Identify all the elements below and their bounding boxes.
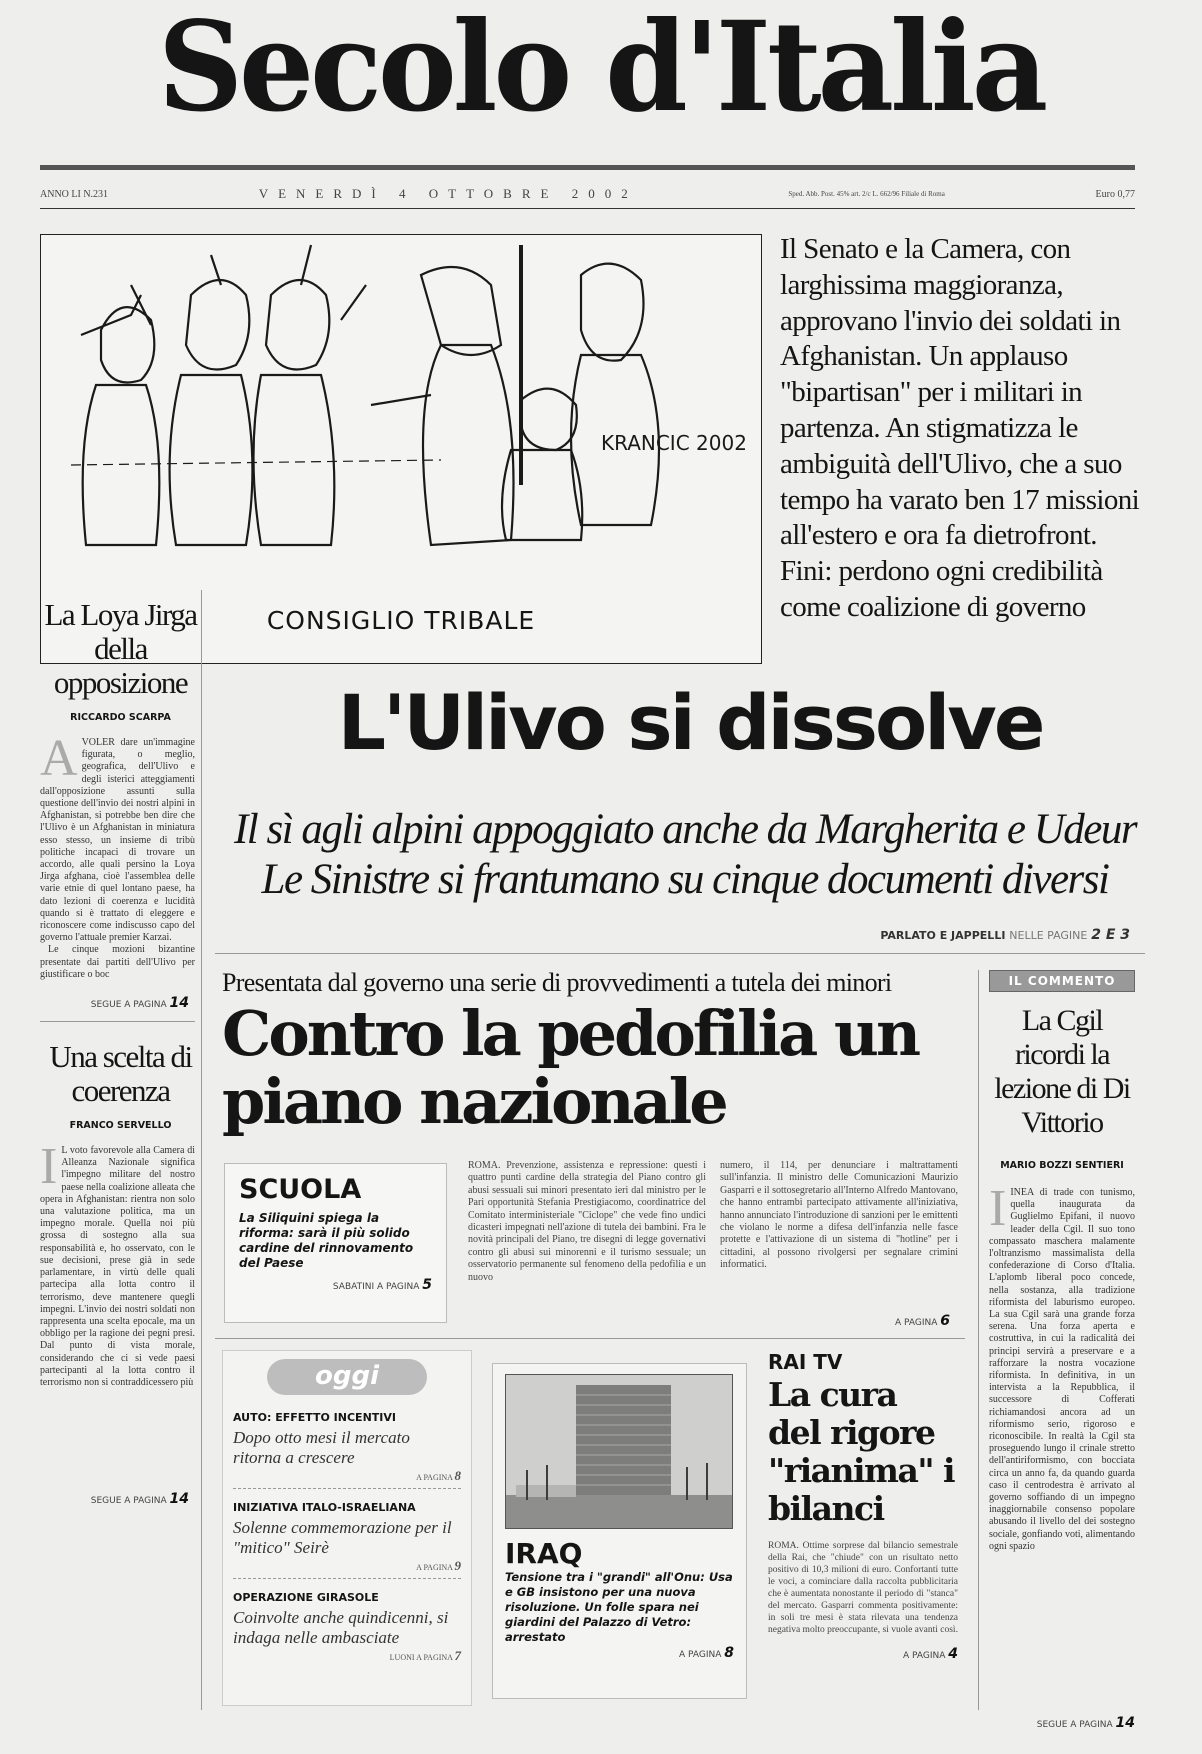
raitv-body: ROMA. Ottime sorprese dal bilancio semestrale della Rai, che "chiude" con un risultato netto positivo di 10,3 milioni di euro. Confortanti tutte le voci, a cominciare dalla raccolta pubblicitaria che è aumentata nonostante il periodo di "stanca" del mercato. Gasparri commenta positivamente: in soli tre mesi è stata rilevata una tendenza negativa molto preoccupante, si vuole avanti così. xyxy=(768,1541,958,1635)
oggi-item-page: 7 xyxy=(454,1648,461,1663)
oggi-box xyxy=(222,1350,472,1706)
main-credit[interactable] xyxy=(600,927,1130,943)
continue-page-2: 14 xyxy=(169,1491,189,1508)
oggi-item[interactable] xyxy=(233,1495,461,1579)
subhead-line-2: Le Sinistre si frantumano su cinque documenti diversi xyxy=(261,856,1109,903)
oggi-item-kicker: AUTO: EFFETTO INCENTIVI xyxy=(233,1411,396,1424)
editorial-text-2: L voto favorevole alla Camera di Alleanza Nazionale significa l'impegno militare del nostro paese nella coalizione alleata che opera in Afghanistan: rientra non solo una valutazione politica, ma un impegno morale. Quella noi più grossa di sostegno alla sua responsabilità e, ho osservato, con le sue decisioni, prese già in sede parlamentare, in virtù delle quali partecipa alla lotta contro il terrorismo, deve mantenere quegli impegni. L'invio dei nostri soldati non rappresenta una scelta epocale, ma un obbligo per la ragione dei pegni presi. Dal punto di vista morale, considerando che ci si vede paesi partecipanti al la lotta contro il terrorismo non si contraddicessero più xyxy=(40,1145,195,1388)
iraq-page: 8 xyxy=(724,1645,734,1661)
commento-dropcap: I xyxy=(989,1187,1007,1237)
oggi-item-pref: A PAGINA xyxy=(416,1473,453,1482)
oggi-item-headline: Dopo otto mesi il mercato ritorna a crescere xyxy=(233,1428,410,1467)
oggi-item-page-ref xyxy=(233,1468,461,1484)
credit-names: PARLATO E JAPPELLI xyxy=(880,929,1006,942)
oggi-item-headline: Coinvolte anche quindicenni, si indaga nelle ambasciate xyxy=(233,1608,449,1647)
commento-continue-label: SEGUE A PAGINA xyxy=(1036,1720,1113,1730)
scuola-page: 5 xyxy=(422,1277,432,1293)
continue-link-1[interactable] xyxy=(40,995,201,1011)
iraq-subtitle: Tensione tra i "grandi" all'Onu: Usa e GB insistono per una nuova risoluzione. Un folle spara nei giardini del Palazzo di Vetro: arrestato xyxy=(505,1570,733,1644)
oggi-item-pref: LUONI A PAGINA xyxy=(389,1653,453,1662)
building-image xyxy=(506,1375,733,1529)
raitv-continue[interactable] xyxy=(768,1646,958,1662)
continue-label-1: SEGUE A PAGINA xyxy=(90,1000,167,1011)
oggi-label: oggi xyxy=(267,1359,427,1395)
scuola-title: SCUOLA xyxy=(239,1174,362,1205)
scuola-box[interactable] xyxy=(224,1163,447,1323)
iraq-page-ref xyxy=(505,1645,734,1661)
editorial-body-2 xyxy=(40,1145,201,1485)
pedofilia-continue-label: A PAGINA xyxy=(894,1318,938,1328)
oggi-item-kicker: INIZIATIVA ITALO-ISRAELIANA xyxy=(233,1501,416,1514)
dateline-rule xyxy=(40,208,1135,209)
pedofilia-continue[interactable] xyxy=(800,1313,950,1329)
commento-continue[interactable] xyxy=(989,1715,1135,1731)
dropcap-2: I xyxy=(40,1145,58,1196)
continue-page-1: 14 xyxy=(169,995,189,1012)
credit-label: NELLE PAGINE xyxy=(1009,929,1088,942)
raitv-continue-label: A PAGINA xyxy=(902,1651,946,1661)
editorial-text-1: VOLER dare un'immagine figurata, o meglio, geografica, dell'Ulivo e degli isterici atteggiamenti dall'opposizione assunti sulla questione dell'invio dei nostri alpini in Afghanistan, si potrebbe ben dire che l'Ulivo è un Afghanistan in miniatura esso stesso, un insieme di tribù politiche incapaci di trovare un accordo, alle quali persino la Loya Jirga afghana, cioè l'assemblea delle varie etnie di quel lontano paese, ha dato lezioni di coerenza e lucidità quando si è trattato di eleggere e riconoscere come indiscusso capo del governo l'attuale premier Karzai. xyxy=(40,737,195,944)
masthead-title: Secolo d'Italia xyxy=(157,0,1045,140)
oggi-item[interactable] xyxy=(233,1585,461,1668)
commento-label: IL COMMENTO xyxy=(989,970,1135,992)
pedofilia-body xyxy=(468,1160,958,1284)
commento-byline: MARIO BOZZI SENTIERI xyxy=(1000,1160,1124,1171)
un-building-photo xyxy=(505,1374,733,1529)
iraq-pref: A PAGINA xyxy=(678,1650,722,1660)
pedofilia-col-1: ROMA. Prevenzione, assistenza e repressione: questi i quattro punti cardine della strategia del Piano contro gli abusi sessuali sui minori presentato ieri dal ministro per le Pari opportunità Stefania Prestigiacomo, coordinatrice del Comitato interministeriale "Ciclope" che vede fino undici dicasteri impegnati nell'azione di tutela dei bambini. Fra le novità principali del Piano, tre disegni di legge governativi contro gli abusi sui minorenni e il turismo sessuale; un osservatorio permanente sul fenomeno della pedofilia e un nuovo xyxy=(468,1160,706,1283)
commento-title: La Cgil ricordi la lezione di Di Vittorio xyxy=(994,1004,1130,1139)
credit-pages: 2 E 3 xyxy=(1091,927,1130,943)
price: Euro 0,77 xyxy=(1095,188,1135,200)
raitv-kicker: RAI TV xyxy=(768,1350,843,1374)
right-column xyxy=(978,970,1135,1731)
editorial-body-1 xyxy=(40,730,201,981)
issue-date: VENERDÌ 4 OTTOBRE 2002 xyxy=(258,186,638,201)
oggi-item-pref: A PAGINA xyxy=(416,1563,453,1572)
oggi-item-kicker: OPERAZIONE GIRASOLE xyxy=(233,1591,379,1604)
pedofilia-col-2: numero, il 114, per denunciare i maltrattamenti sull'infanzia. Il ministro delle Comunicazioni Maurizio Gasparri e il sottosegretario all'Interno Alfredo Mantovano, che hanno entrambi partecipato attivamente all'iniziativa, hanno annunciato l'introduzione di sanzioni per le emittenti che violano le norme a difesa dell'infanzia nelle fasce protette e l'attivazione di un sistema di "hotline" per i cittadini, al possono rivolgersi per segnalare crimini informatici. xyxy=(720,1160,958,1271)
pedofilia-kicker: Presentata dal governo una serie di provvedimenti a tutela dei minori xyxy=(222,968,892,997)
scuola-page-ref xyxy=(239,1277,432,1293)
continue-label-2: SEGUE A PAGINA xyxy=(90,1496,167,1507)
editorial-title-2: Una scelta di coerenza xyxy=(49,1039,192,1109)
dropcap-1: A xyxy=(40,730,78,787)
section-divider xyxy=(215,953,1145,954)
oggi-item[interactable] xyxy=(233,1405,461,1489)
oggi-item-page: 8 xyxy=(454,1468,461,1483)
byline-2: FRANCO SERVELLO xyxy=(69,1120,172,1132)
oggi-item-page-ref xyxy=(233,1648,461,1664)
postal-info: Sped. Abb. Post. 45% art. 2/c L. 662/96 Filiale di Roma xyxy=(788,190,945,198)
lead-summary: Il Senato e la Camera, con larghissima maggioranza, approvano l'invio dei soldati in Afghanistan. Un applauso "bipartisan" per i militari in partenza. An stigmatizza le ambiguità dell'Ulivo, che a suo tempo ha varato ben 17 missioni all'estero e ora fa dietrofront. Fini: perdono ogni credibilità come coalizione di governo xyxy=(780,233,1140,623)
cartoon-caption: CONSIGLIO TRIBALE xyxy=(266,606,536,635)
oggi-item-page-ref xyxy=(233,1558,461,1574)
main-headline: L'Ulivo si dissolve xyxy=(337,678,1043,767)
subhead-line-1: Il sì agli alpini appoggiato anche da Margherita e Udeur xyxy=(233,806,1137,853)
cartoon-signature: KRANCIC 2002 xyxy=(601,431,747,455)
lower-divider xyxy=(215,1338,965,1339)
commento-body xyxy=(989,1187,1135,1707)
commento-text: INEA di trade con tunismo, quella inaugurata da Guglielmo Epifani, il nuovo leader della Cgil. Il suo tono compassato maschera malamente l'oltranzismo massimalista della confederazione di Corso d'Italia. L'aplomb liberal poco concede, nella sostanza, alla tradizione riformista del laburismo europeo. La sua Cgil sarà una grande forza serena. Una forza aperta e costruttiva, in cui la radicalità dei principi servirà a preservare e a rafforzare la nostra vocazione riformista. In definitiva, in un intervista a la Repubblica, il successore di Cofferati richiamandosi ancora ad un riformismo serio, rigoroso e riconoscibile. In realtà la Cgil sta proseguendo lungo il crinale stretto dell'antiriformismo, con bocciata circa un anno fa, da quando guarda caso il centrodestra è arrivato al governo soffiando di un impegno inaggiornabile consenso popolare abusando il livello del dei sostegno sociale, gonfiando voti, alimentando ogni spazio xyxy=(989,1187,1135,1552)
editorial-title-1: La Loya Jirga della opposizione xyxy=(44,597,197,700)
byline-1: RICCARDO SCARPA xyxy=(70,712,171,723)
main-subheadline xyxy=(215,805,1155,905)
continue-link-2[interactable] xyxy=(40,1491,201,1507)
raitv-headline: La cura del rigore "rianima" i bilanci xyxy=(768,1375,955,1528)
masthead-rule xyxy=(40,165,1135,170)
pedofilia-continue-page: 6 xyxy=(940,1313,950,1329)
oggi-item-headline: Solenne commemorazione per il "mitico" Seirè xyxy=(233,1518,452,1557)
iraq-title: IRAQ xyxy=(505,1537,583,1570)
left-column xyxy=(40,590,202,1710)
dateline xyxy=(40,183,1135,205)
raitv-continue-page: 4 xyxy=(948,1646,958,1662)
commento-continue-page: 14 xyxy=(1115,1715,1135,1731)
iraq-box[interactable] xyxy=(492,1363,747,1699)
editorial-text-1b: Le cinque mozioni bizantine presentate dai partiti dell'Ulivo per giustificare o boc xyxy=(40,944,195,980)
raitv-article xyxy=(768,1350,958,1662)
pedofilia-headline: Contro la pedofilia un piano nazionale xyxy=(222,997,919,1138)
scuola-credit: SABATINI A PAGINA xyxy=(332,1282,420,1292)
issue-number: ANNO LI N.231 xyxy=(40,188,109,200)
oggi-item-page: 9 xyxy=(454,1558,461,1573)
scuola-subtitle: La Siliquini spiega la riforma: sarà il più solido cardine del rinnovamento del Paese xyxy=(239,1211,414,1270)
